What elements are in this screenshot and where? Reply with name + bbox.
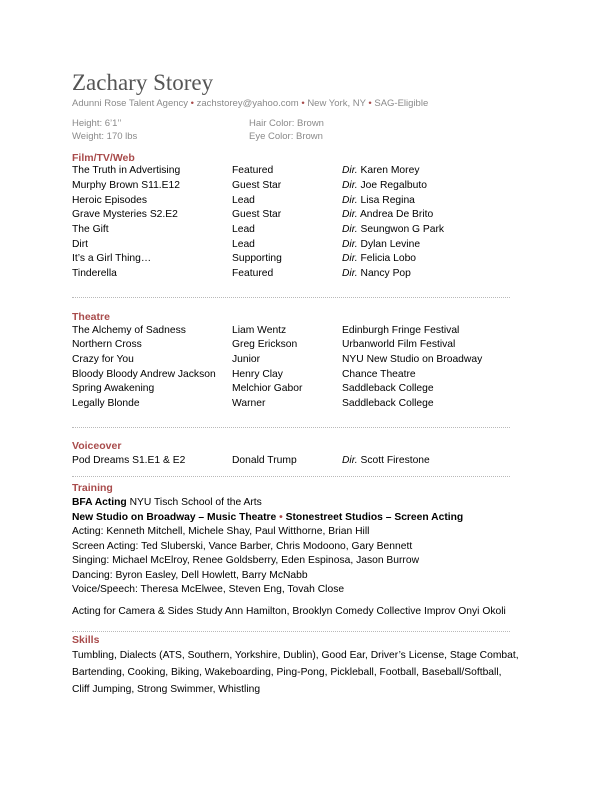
- film-row: [72, 268, 542, 282]
- section-divider: [72, 427, 510, 428]
- training-programs: New Studio on Broadway – Music Theatre • Stonestreet Studios – Screen Acting: [72, 512, 464, 523]
- stat-hair: Hair Color: Brown: [249, 118, 324, 129]
- film-row: [72, 209, 542, 223]
- stat-eyes: Eye Color: Brown: [249, 131, 323, 142]
- section-heading-skills: Skills: [72, 634, 100, 646]
- skills-line: Tumbling, Dialects (ATS, Southern, Yorkshire, Dublin), Good Ear, Driver’s License, Stage Combat,: [72, 650, 519, 661]
- actor-name: Zachary Storey: [72, 70, 214, 95]
- email-link[interactable]: zachstorey@yahoo.com: [196, 98, 299, 109]
- film-title: Grave Mysteries S2.E2: [72, 209, 178, 220]
- theatre-venue: Chance Theatre: [342, 369, 416, 380]
- theatre-role: Warner: [232, 398, 266, 409]
- film-row: [72, 195, 542, 209]
- film-title: Tinderella: [72, 268, 117, 279]
- theatre-title: The Alchemy of Sadness: [72, 325, 186, 336]
- film-role: Guest Star: [232, 180, 282, 191]
- film-title: Dirt: [72, 239, 89, 250]
- film-director: Dir. Karen Morey: [342, 165, 420, 176]
- training-voice: Voice/Speech: Theresa McElwee, Steven Eng, Tovah Close: [72, 584, 345, 595]
- separator-dot: •: [279, 512, 283, 523]
- film-role: Lead: [232, 195, 255, 206]
- theatre-row: [72, 354, 542, 368]
- theatre-role: Junior: [232, 354, 261, 365]
- film-role: Guest Star: [232, 209, 282, 220]
- training-extra: Acting for Camera & Sides Study Ann Hamilton, Brooklyn Comedy Collective Improv Onyi Okoli: [72, 606, 506, 617]
- film-row: [72, 165, 542, 179]
- separator-dot: •: [368, 98, 372, 109]
- voiceover-title: Pod Dreams S1.E1 & E2: [72, 455, 186, 466]
- film-role: Featured: [232, 268, 274, 279]
- training-screen: Screen Acting: Ted Sluberski, Vance Barber, Chris Modoono, Gary Bennett: [72, 541, 413, 552]
- film-title: It’s a Girl Thing…: [72, 253, 152, 264]
- training-degree: BFA Acting NYU Tisch School of the Arts: [72, 497, 262, 508]
- training-singing: Singing: Michael McElroy, Renee Goldsberry, Eden Espinosa, Jason Burrow: [72, 555, 420, 566]
- theatre-row: [72, 369, 542, 383]
- film-role: Lead: [232, 239, 255, 250]
- film-director: Dir. Lisa Regina: [342, 195, 415, 206]
- theatre-role: Liam Wentz: [232, 325, 287, 336]
- theatre-title: Bloody Bloody Andrew Jackson: [72, 369, 216, 380]
- section-heading-film: Film/TV/Web: [72, 152, 135, 164]
- stat-height: Height: 6’1’’: [72, 118, 122, 129]
- theatre-role: Greg Erickson: [232, 339, 298, 350]
- section-divider: [72, 476, 510, 477]
- agency: Adunni Rose Talent Agency: [72, 98, 189, 109]
- section-heading-theatre: Theatre: [72, 311, 110, 323]
- theatre-title: Crazy for You: [72, 354, 134, 365]
- film-title: The Truth in Advertising: [72, 165, 181, 176]
- location: New York, NY: [307, 98, 366, 109]
- theatre-venue: NYU New Studio on Broadway: [342, 354, 483, 365]
- section-divider: [72, 297, 510, 298]
- theatre-role: Melchior Gabor: [232, 383, 303, 394]
- section-heading-voiceover: Voiceover: [72, 440, 122, 452]
- theatre-row: [72, 398, 542, 412]
- film-director: Dir. Dylan Levine: [342, 239, 421, 250]
- union-status: SAG-Eligible: [374, 98, 429, 109]
- film-title: The Gift: [72, 224, 109, 235]
- voiceover-director: Dir. Scott Firestone: [342, 455, 430, 466]
- theatre-venue: Urbanworld Film Festival: [342, 339, 456, 350]
- voiceover-row: [72, 455, 542, 469]
- theatre-venue: Saddleback College: [342, 398, 434, 409]
- separator-dot: •: [301, 98, 305, 109]
- theatre-row: [72, 339, 542, 353]
- film-title: Heroic Episodes: [72, 195, 147, 206]
- theatre-title: Northern Cross: [72, 339, 142, 350]
- training-acting: Acting: Kenneth Mitchell, Michele Shay, Paul Witthorne, Brian Hill: [72, 526, 370, 537]
- theatre-row: [72, 383, 542, 397]
- theatre-row: [72, 325, 542, 339]
- film-row: [72, 239, 542, 253]
- theatre-role: Henry Clay: [232, 369, 283, 380]
- theatre-venue: Saddleback College: [342, 383, 434, 394]
- film-row: [72, 224, 542, 238]
- film-title: Murphy Brown S11.E12: [72, 180, 180, 191]
- separator-dot: •: [190, 98, 194, 109]
- stat-weight: Weight: 170 lbs: [72, 131, 138, 142]
- skills-line: Cliff Jumping, Strong Swimmer, Whistling: [72, 684, 261, 695]
- film-role: Featured: [232, 165, 274, 176]
- theatre-title: Spring Awakening: [72, 383, 155, 394]
- film-director: Dir. Nancy Pop: [342, 268, 411, 279]
- contact-line: [72, 98, 428, 109]
- film-row: [72, 180, 542, 194]
- film-director: Dir. Joe Regalbuto: [342, 180, 427, 191]
- voiceover-role: Donald Trump: [232, 455, 297, 466]
- film-role: Supporting: [232, 253, 282, 264]
- theatre-title: Legally Blonde: [72, 398, 140, 409]
- film-director: Dir. Seungwon G Park: [342, 224, 445, 235]
- training-dancing: Dancing: Byron Easley, Dell Howlett, Barry McNabb: [72, 570, 308, 581]
- film-row: [72, 253, 542, 267]
- section-divider: [72, 631, 510, 632]
- film-director: Dir. Felicia Lobo: [342, 253, 417, 264]
- section-heading-training: Training: [72, 482, 113, 494]
- film-director: Dir. Andrea De Brito: [342, 209, 434, 220]
- film-role: Lead: [232, 224, 255, 235]
- theatre-venue: Edinburgh Fringe Festival: [342, 325, 460, 336]
- skills-line: Bartending, Cooking, Biking, Wakeboarding, Ping-Pong, Pickleball, Football, Baseball/Softball,: [72, 667, 502, 678]
